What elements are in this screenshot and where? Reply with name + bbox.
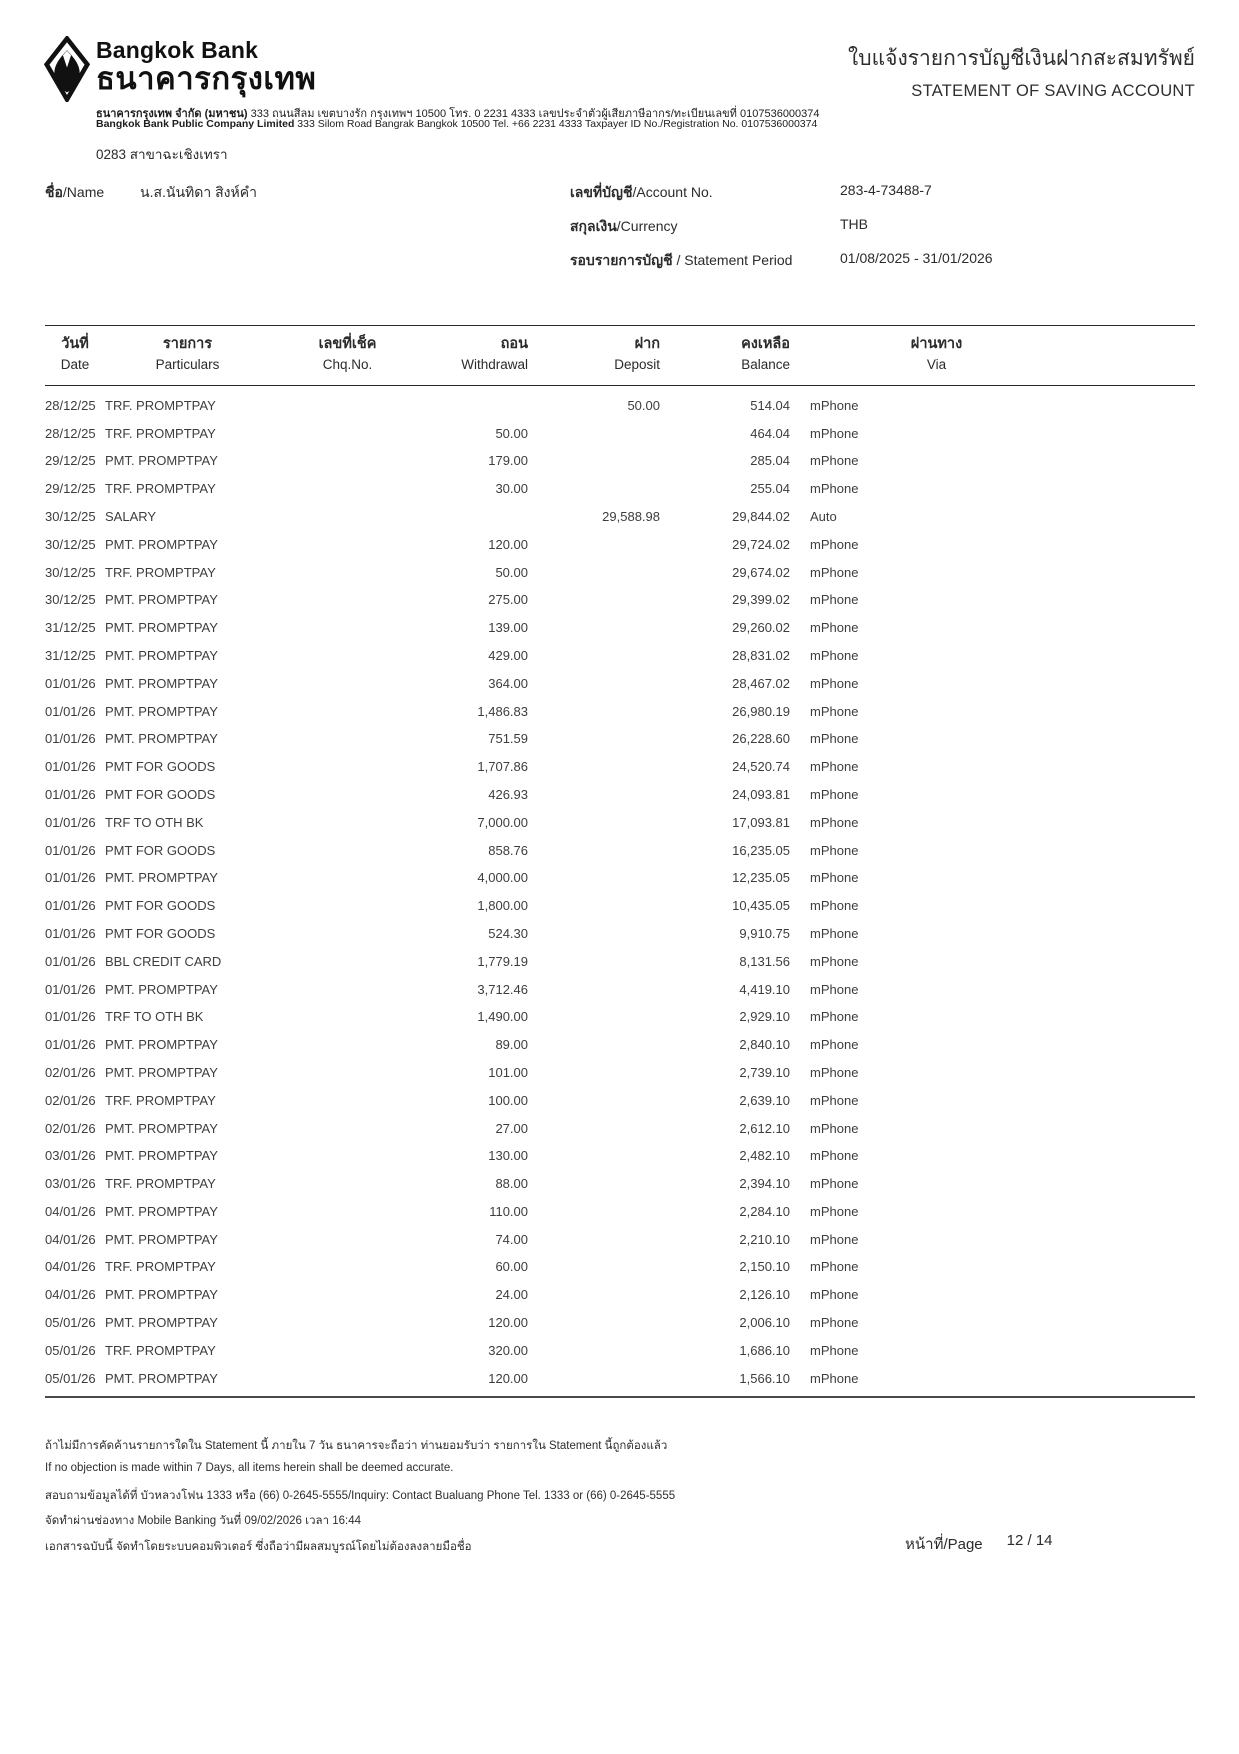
cell-particulars: PMT FOR GOODS — [105, 759, 216, 775]
footer-note-objection-en: If no objection is made within 7 Days, all items herein shall be deemed accurate. — [45, 1462, 454, 1474]
cell-particulars: PMT. PROMPTPAY — [105, 1203, 218, 1219]
document-titles — [848, 42, 1195, 101]
table-row — [45, 391, 1195, 419]
table-row — [45, 586, 1195, 614]
statement-period-label: รอบรายการบัญชี / Statement Period — [570, 252, 793, 268]
cell-withdrawal: 1,800.00 — [477, 898, 528, 914]
footer-note-computer-generated: เอกสารฉบับนี้ จัดทำโดยระบบคอมพิวเตอร์ ซึ่งถือว่ามีผลสมบูรณ์โดยไม่ต้องลงลายมือชื่อ — [45, 1541, 472, 1553]
name-label: ชื่อ/Name — [45, 184, 105, 200]
page-number-value: 12 / 14 — [1006, 1532, 1053, 1549]
table-row — [45, 669, 1195, 697]
cell-withdrawal: 1,779.19 — [477, 953, 528, 969]
table-row — [45, 1059, 1195, 1087]
cell-date: 01/01/26 — [45, 981, 96, 997]
cell-balance: 285.04 — [750, 453, 790, 469]
cell-date: 01/01/26 — [45, 814, 96, 830]
cell-balance: 26,980.19 — [732, 703, 790, 719]
cell-withdrawal: 120.00 — [488, 536, 528, 552]
table-row — [45, 614, 1195, 642]
cell-date: 01/01/26 — [45, 1037, 96, 1053]
cell-withdrawal: 3,712.46 — [477, 981, 528, 997]
cell-withdrawal: 101.00 — [488, 1064, 528, 1080]
cell-balance: 2,482.10 — [739, 1148, 790, 1164]
bank-address-en — [96, 118, 817, 130]
table-row — [45, 1225, 1195, 1253]
cell-via: mPhone — [810, 786, 859, 802]
footer-note-objection-th: ถ้าไม่มีการคัดค้านรายการใดใน Statement นี้ ภายใน 7 วัน ธนาคารจะถือว่า ท่านยอมรับว่า รายการใน Statement นี้ถูกต้องแล้ว — [45, 1440, 668, 1452]
account-holder-name: น.ส.นันทิดา สิงห์คำ — [140, 184, 257, 200]
cell-date: 31/12/25 — [45, 647, 96, 663]
account-no-value: 283-4-73488-7 — [840, 182, 932, 198]
cell-balance: 2,739.10 — [739, 1064, 790, 1080]
cell-particulars: TRF. PROMPTPAY — [105, 564, 216, 580]
cell-balance: 24,520.74 — [732, 759, 790, 775]
cell-date: 01/01/26 — [45, 842, 96, 858]
cell-date: 29/12/25 — [45, 453, 96, 469]
cell-particulars: PMT. PROMPTPAY — [105, 592, 218, 608]
cell-balance: 28,467.02 — [732, 675, 790, 691]
cell-particulars: BBL CREDIT CARD — [105, 953, 222, 969]
header-balance: คงเหลือ Balance — [741, 336, 790, 373]
footer-note-inquiry: สอบถามข้อมูลได้ที่ บัวหลวงโฟน 1333 หรือ (66) 0-2645-5555/Inquiry: Contact Bualuang Phone Tel. 1333 or (66) 0-2645-5555 — [45, 1490, 676, 1502]
cell-date: 04/01/26 — [45, 1231, 96, 1247]
cell-date: 05/01/26 — [45, 1370, 96, 1386]
cell-withdrawal: 60.00 — [495, 1259, 528, 1275]
cell-via: mPhone — [810, 1287, 859, 1303]
cell-withdrawal: 320.00 — [488, 1342, 528, 1358]
cell-balance: 29,724.02 — [732, 536, 790, 552]
account-no-label: เลขที่บัญชี/Account No. — [570, 184, 713, 200]
cell-withdrawal: 120.00 — [488, 1315, 528, 1331]
cell-balance: 26,228.60 — [732, 731, 790, 747]
cell-via: mPhone — [810, 1092, 859, 1108]
statement-table — [45, 325, 1195, 1398]
cell-particulars: PMT. PROMPTPAY — [105, 1037, 218, 1053]
cell-balance: 1,566.10 — [739, 1370, 790, 1386]
cell-particulars: TRF TO OTH BK — [105, 1009, 204, 1025]
bangkok-bank-logo-icon — [44, 36, 90, 107]
cell-withdrawal: 179.00 — [488, 453, 528, 469]
footer-note-generated-via: จัดทำผ่านช่องทาง Mobile Banking วันที่ 09/02/2026 เวลา 16:44 — [45, 1515, 362, 1527]
cell-date: 30/12/25 — [45, 536, 96, 552]
cell-date: 03/01/26 — [45, 1176, 96, 1192]
cell-particulars: PMT FOR GOODS — [105, 842, 216, 858]
cell-particulars: TRF. PROMPTPAY — [105, 397, 216, 413]
cell-particulars: SALARY — [105, 508, 157, 524]
table-row — [45, 836, 1195, 864]
table-row — [45, 1336, 1195, 1364]
table-row — [45, 1281, 1195, 1309]
document-title-th: ใบแจ้งรายการบัญชีเงินฝากสะสมทรัพย์ — [848, 47, 1195, 70]
cell-particulars: TRF. PROMPTPAY — [105, 1259, 216, 1275]
cell-withdrawal: 364.00 — [488, 675, 528, 691]
cell-withdrawal: 275.00 — [488, 592, 528, 608]
cell-via: mPhone — [810, 1203, 859, 1219]
cell-particulars: PMT. PROMPTPAY — [105, 620, 218, 636]
cell-date: 01/01/26 — [45, 1009, 96, 1025]
document-title-en: STATEMENT OF SAVING ACCOUNT — [911, 82, 1195, 100]
cell-date: 01/01/26 — [45, 925, 96, 941]
table-row — [45, 642, 1195, 670]
cell-balance: 29,674.02 — [732, 564, 790, 580]
table-row — [45, 697, 1195, 725]
cell-withdrawal: 7,000.00 — [477, 814, 528, 830]
cell-balance: 28,831.02 — [732, 647, 790, 663]
cell-balance: 464.04 — [750, 425, 790, 441]
table-row — [45, 1170, 1195, 1198]
cell-via: mPhone — [810, 759, 859, 775]
table-row — [45, 753, 1195, 781]
cell-withdrawal: 858.76 — [488, 842, 528, 858]
cell-via: mPhone — [810, 925, 859, 941]
cell-via: mPhone — [810, 870, 859, 886]
cell-particulars: TRF. PROMPTPAY — [105, 1176, 216, 1192]
cell-via: mPhone — [810, 1231, 859, 1247]
cell-via: mPhone — [810, 1037, 859, 1053]
cell-via: mPhone — [810, 1120, 859, 1136]
cell-date: 01/01/26 — [45, 953, 96, 969]
statement-table-body — [45, 386, 1195, 1392]
cell-particulars: PMT. PROMPTPAY — [105, 1148, 218, 1164]
cell-via: mPhone — [810, 1370, 859, 1386]
cell-balance: 2,612.10 — [739, 1120, 790, 1136]
cell-via: mPhone — [810, 898, 859, 914]
cell-withdrawal: 50.00 — [495, 425, 528, 441]
header-particulars: รายการ Particulars — [155, 336, 220, 373]
cell-date: 01/01/26 — [45, 703, 96, 719]
cell-withdrawal: 89.00 — [495, 1037, 528, 1053]
table-row — [45, 781, 1195, 809]
cell-withdrawal: 100.00 — [488, 1092, 528, 1108]
cell-balance: 255.04 — [750, 481, 790, 497]
cell-via: mPhone — [810, 1176, 859, 1192]
table-row — [45, 920, 1195, 948]
cell-particulars: TRF. PROMPTPAY — [105, 425, 216, 441]
cell-date: 30/12/25 — [45, 508, 96, 524]
cell-withdrawal: 88.00 — [495, 1176, 528, 1192]
cell-particulars: PMT. PROMPTPAY — [105, 675, 218, 691]
branch-name: 0283 สาขาฉะเชิงเทรา — [96, 147, 228, 162]
cell-date: 04/01/26 — [45, 1287, 96, 1303]
cell-balance: 9,910.75 — [739, 925, 790, 941]
cell-withdrawal: 120.00 — [488, 1370, 528, 1386]
cell-particulars: TRF. PROMPTPAY — [105, 1342, 216, 1358]
cell-withdrawal: 74.00 — [495, 1231, 528, 1247]
cell-particulars: PMT. PROMPTPAY — [105, 1315, 218, 1331]
table-row — [45, 1253, 1195, 1281]
cell-balance: 29,260.02 — [732, 620, 790, 636]
cell-date: 03/01/26 — [45, 1148, 96, 1164]
table-row — [45, 1031, 1195, 1059]
cell-balance: 10,435.05 — [732, 898, 790, 914]
cell-balance: 16,235.05 — [732, 842, 790, 858]
table-row — [45, 892, 1195, 920]
cell-via: mPhone — [810, 731, 859, 747]
cell-deposit: 50.00 — [627, 397, 660, 413]
cell-withdrawal: 1,486.83 — [477, 703, 528, 719]
cell-withdrawal: 110.00 — [489, 1203, 528, 1219]
cell-deposit: 29,588.98 — [602, 508, 660, 524]
bank-brand — [96, 38, 316, 96]
cell-withdrawal: 27.00 — [495, 1120, 528, 1136]
table-row — [45, 947, 1195, 975]
cell-balance: 2,639.10 — [739, 1092, 790, 1108]
cell-via: mPhone — [810, 592, 859, 608]
bank-address-en-rest: 333 Silom Road Bangrak Bangkok 10500 Tel. +66 2231 4333 Taxpayer ID No./Registration No. 0107536000374 — [294, 118, 818, 130]
bank-address-en-bold: Bangkok Bank Public Company Limited — [96, 118, 295, 130]
cell-particulars: PMT FOR GOODS — [105, 786, 216, 802]
cell-via: mPhone — [810, 481, 859, 497]
cell-withdrawal: 130.00 — [488, 1148, 528, 1164]
cell-balance: 2,126.10 — [739, 1287, 790, 1303]
page-number-label: หน้าที่/Page — [905, 1536, 983, 1553]
cell-via: mPhone — [810, 1064, 859, 1080]
table-row — [45, 1142, 1195, 1170]
cell-date: 02/01/26 — [45, 1092, 96, 1108]
bank-address-th-rest: 333 ถนนสีลม เขตบางรัก กรุงเทพฯ 10500 โทร. 0 2231 4333 เลขประจำตัวผู้เสียภาษีอากร/ทะเบียนเลขที่ 0107536000374 — [247, 108, 820, 120]
statement-period-value: 01/08/2025 - 31/01/2026 — [840, 250, 993, 266]
header-chq-no: เลขที่เช็ค Chq.No. — [318, 336, 377, 373]
cell-date: 05/01/26 — [45, 1342, 96, 1358]
bank-name-th: ธนาคารกรุงเทพ — [96, 61, 317, 97]
header-withdrawal: ถอน Withdrawal — [461, 336, 528, 373]
cell-balance: 2,929.10 — [739, 1009, 790, 1025]
cell-particulars: TRF. PROMPTPAY — [105, 1092, 216, 1108]
table-row — [45, 725, 1195, 753]
cell-date: 28/12/25 — [45, 425, 96, 441]
cell-withdrawal: 1,490.00 — [477, 1009, 528, 1025]
cell-via: mPhone — [810, 675, 859, 691]
table-row — [45, 1086, 1195, 1114]
cell-balance: 514.04 — [750, 397, 790, 413]
cell-via: mPhone — [810, 1315, 859, 1331]
bank-address-th-bold: ธนาคารกรุงเทพ จำกัด (มหาชน) — [96, 108, 248, 120]
cell-particulars: PMT. PROMPTPAY — [105, 453, 218, 469]
cell-date: 01/01/26 — [45, 870, 96, 886]
cell-balance: 2,210.10 — [739, 1231, 790, 1247]
cell-via: mPhone — [810, 620, 859, 636]
cell-date: 04/01/26 — [45, 1203, 96, 1219]
cell-date: 30/12/25 — [45, 592, 96, 608]
table-bottom-rule — [45, 1396, 1195, 1398]
cell-date: 01/01/26 — [45, 898, 96, 914]
cell-date: 31/12/25 — [45, 620, 96, 636]
cell-balance: 2,394.10 — [739, 1176, 790, 1192]
cell-withdrawal: 524.30 — [488, 925, 528, 941]
cell-particulars: TRF TO OTH BK — [105, 814, 204, 830]
table-row — [45, 558, 1195, 586]
table-row — [45, 1114, 1195, 1142]
cell-via: mPhone — [810, 1259, 859, 1275]
cell-via: mPhone — [810, 1148, 859, 1164]
table-row — [45, 1364, 1195, 1392]
cell-balance: 29,844.02 — [732, 508, 790, 524]
cell-via: mPhone — [810, 536, 859, 552]
cell-date: 01/01/26 — [45, 786, 96, 802]
table-row — [45, 447, 1195, 475]
cell-particulars: TRF. PROMPTPAY — [105, 481, 216, 497]
cell-particulars: PMT. PROMPTPAY — [105, 1287, 218, 1303]
cell-via: mPhone — [810, 397, 859, 413]
header-deposit: ฝาก Deposit — [614, 336, 660, 373]
cell-balance: 17,093.81 — [732, 814, 790, 830]
cell-balance: 24,093.81 — [732, 786, 790, 802]
cell-particulars: PMT. PROMPTPAY — [105, 647, 218, 663]
table-row — [45, 1198, 1195, 1226]
cell-particulars: PMT. PROMPTPAY — [105, 1370, 218, 1386]
table-row — [45, 808, 1195, 836]
header-date: วันที่ Date — [60, 336, 90, 373]
cell-withdrawal: 1,707.86 — [477, 759, 528, 775]
cell-particulars: PMT. PROMPTPAY — [105, 1120, 218, 1136]
cell-balance: 4,419.10 — [739, 981, 790, 997]
table-row — [45, 530, 1195, 558]
cell-withdrawal: 4,000.00 — [477, 870, 528, 886]
cell-withdrawal: 426.93 — [488, 786, 528, 802]
cell-balance: 1,686.10 — [739, 1342, 790, 1358]
cell-particulars: PMT. PROMPTPAY — [105, 1231, 218, 1247]
cell-date: 02/01/26 — [45, 1064, 96, 1080]
page-number — [905, 1532, 1053, 1556]
cell-date: 02/01/26 — [45, 1120, 96, 1136]
table-row — [45, 1003, 1195, 1031]
cell-particulars: PMT. PROMPTPAY — [105, 536, 218, 552]
cell-withdrawal: 24.00 — [495, 1287, 528, 1303]
cell-balance: 2,840.10 — [739, 1037, 790, 1053]
cell-balance: 2,006.10 — [739, 1315, 790, 1331]
cell-particulars: PMT. PROMPTPAY — [105, 731, 218, 747]
cell-withdrawal: 30.00 — [495, 481, 528, 497]
cell-via: mPhone — [810, 953, 859, 969]
header-via: ผ่านทาง Via — [910, 336, 963, 373]
cell-balance: 8,131.56 — [739, 953, 790, 969]
currency-label: สกุลเงิน/Currency — [570, 218, 678, 234]
cell-via: mPhone — [810, 564, 859, 580]
cell-date: 01/01/26 — [45, 731, 96, 747]
cell-date: 01/01/26 — [45, 675, 96, 691]
cell-particulars: PMT. PROMPTPAY — [105, 1064, 218, 1080]
statement-table-header — [45, 325, 1195, 386]
cell-withdrawal: 751.59 — [488, 731, 528, 747]
cell-date: 30/12/25 — [45, 564, 96, 580]
cell-date: 29/12/25 — [45, 481, 96, 497]
cell-particulars: PMT FOR GOODS — [105, 898, 216, 914]
table-row — [45, 864, 1195, 892]
currency-value: THB — [840, 216, 868, 232]
cell-date: 04/01/26 — [45, 1259, 96, 1275]
table-row — [45, 475, 1195, 503]
cell-via: mPhone — [810, 1009, 859, 1025]
bank-name-en: Bangkok Bank — [96, 37, 259, 63]
cell-via: mPhone — [810, 453, 859, 469]
cell-balance: 12,235.05 — [732, 870, 790, 886]
cell-withdrawal: 139.00 — [488, 620, 528, 636]
cell-particulars: PMT. PROMPTPAY — [105, 981, 218, 997]
cell-via: mPhone — [810, 425, 859, 441]
cell-balance: 2,284.10 — [739, 1203, 790, 1219]
table-row — [45, 503, 1195, 531]
cell-via: mPhone — [810, 703, 859, 719]
cell-withdrawal: 50.00 — [495, 564, 528, 580]
cell-via: mPhone — [810, 981, 859, 997]
cell-date: 05/01/26 — [45, 1315, 96, 1331]
table-row — [45, 975, 1195, 1003]
cell-balance: 29,399.02 — [732, 592, 790, 608]
cell-particulars: PMT FOR GOODS — [105, 925, 216, 941]
cell-particulars: PMT. PROMPTPAY — [105, 870, 218, 886]
cell-particulars: PMT. PROMPTPAY — [105, 703, 218, 719]
cell-via: mPhone — [810, 1342, 859, 1358]
table-row — [45, 1309, 1195, 1337]
cell-date: 28/12/25 — [45, 397, 96, 413]
cell-via: mPhone — [810, 647, 859, 663]
cell-date: 01/01/26 — [45, 759, 96, 775]
cell-via: Auto — [810, 508, 837, 524]
cell-withdrawal: 429.00 — [488, 647, 528, 663]
cell-via: mPhone — [810, 842, 859, 858]
cell-balance: 2,150.10 — [739, 1259, 790, 1275]
table-row — [45, 419, 1195, 447]
cell-via: mPhone — [810, 814, 859, 830]
